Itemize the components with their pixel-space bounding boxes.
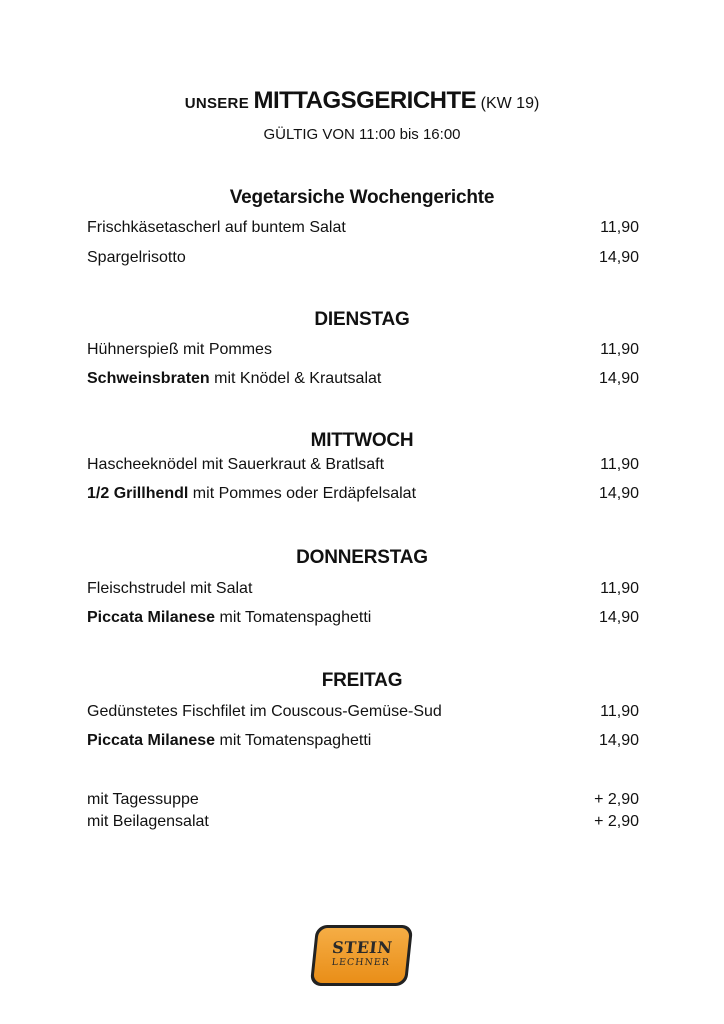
- extra-price: + 2,90: [594, 791, 639, 808]
- logo-text-top: STEIN: [331, 938, 394, 957]
- item-name: [87, 580, 252, 598]
- title-main: MITTAGSGERICHTE: [253, 87, 477, 114]
- item-name: [87, 456, 384, 474]
- menu-item: [87, 341, 639, 363]
- extra-item: [87, 813, 639, 835]
- menu-item: [87, 485, 639, 507]
- logo-plate: [313, 928, 410, 983]
- menu-item: [87, 249, 639, 271]
- title-prefix: UNSERE: [184, 95, 249, 112]
- validity-text: GÜLTIG VON 11:00 bis 16:00: [263, 126, 461, 143]
- item-name-rest: mit Knödel & Krautsalat: [209, 370, 382, 387]
- logo-text-bottom: LECHNER: [331, 957, 391, 968]
- item-name: [87, 341, 272, 359]
- section-heading-dienstag: DIENSTAG: [314, 309, 410, 330]
- item-price: 11,90: [600, 580, 639, 597]
- extra-label: mit Tagessuppe: [87, 791, 199, 808]
- item-name-rest: mit Tomatenspaghetti: [215, 609, 372, 626]
- title-week: (KW 19): [480, 95, 540, 112]
- item-price: 11,90: [600, 703, 639, 720]
- stein-lechner-logo: [310, 925, 413, 986]
- item-name: [87, 485, 416, 503]
- item-name-bold: 1/2 Grillhendl: [87, 485, 189, 502]
- section-heading-mittwoch: MITTWOCH: [310, 430, 414, 451]
- item-name-rest: Fleischstrudel mit Salat: [87, 580, 253, 597]
- item-name-rest: Frischkäsetascherl auf buntem Salat: [87, 219, 346, 236]
- section-heading-donnerstag: DONNERSTAG: [296, 547, 428, 568]
- item-price: 11,90: [600, 341, 639, 358]
- menu-item: [87, 370, 639, 392]
- item-price: 14,90: [598, 732, 639, 749]
- menu-title: [0, 87, 724, 115]
- menu-item: [87, 456, 639, 478]
- item-name-bold: Piccata Milanese: [87, 732, 216, 749]
- menu-item: [87, 609, 639, 631]
- section-heading-freitag: FREITAG: [321, 670, 403, 691]
- item-price: 14,90: [598, 370, 639, 387]
- item-name-rest: Gedünstetes Fischfilet im Couscous-Gemüse-Sud: [87, 703, 442, 720]
- item-name: [87, 249, 186, 267]
- item-price: 11,90: [600, 456, 639, 473]
- item-name: [87, 219, 346, 237]
- item-name-bold: Piccata Milanese: [87, 609, 216, 626]
- extra-item: [87, 791, 639, 813]
- extra-price: + 2,90: [594, 813, 639, 830]
- section-heading-vegetarian: Vegetarsiche Wochengerichte: [229, 187, 495, 208]
- item-name-rest: mit Pommes oder Erdäpfelsalat: [188, 485, 417, 502]
- item-name: [87, 370, 381, 388]
- item-price: 14,90: [598, 609, 639, 626]
- item-name-rest: mit Tomatenspaghetti: [215, 732, 372, 749]
- item-price: 14,90: [598, 249, 639, 266]
- menu-item: [87, 580, 639, 602]
- extra-label: mit Beilagensalat: [87, 813, 209, 830]
- menu-item: [87, 732, 639, 754]
- item-name: [87, 732, 371, 750]
- item-name-bold: Schweinsbraten: [87, 370, 210, 387]
- menu-item: [87, 703, 639, 725]
- item-name: [87, 703, 442, 721]
- item-name: [87, 609, 371, 627]
- item-name-rest: Spargelrisotto: [87, 249, 186, 266]
- item-price: 11,90: [600, 219, 639, 236]
- item-price: 14,90: [598, 485, 639, 502]
- menu-item: [87, 219, 639, 241]
- item-name-rest: Hühnerspieß mit Pommes: [87, 341, 272, 358]
- item-name-rest: Hascheeknödel mit Sauerkraut & Bratlsaft: [87, 456, 385, 473]
